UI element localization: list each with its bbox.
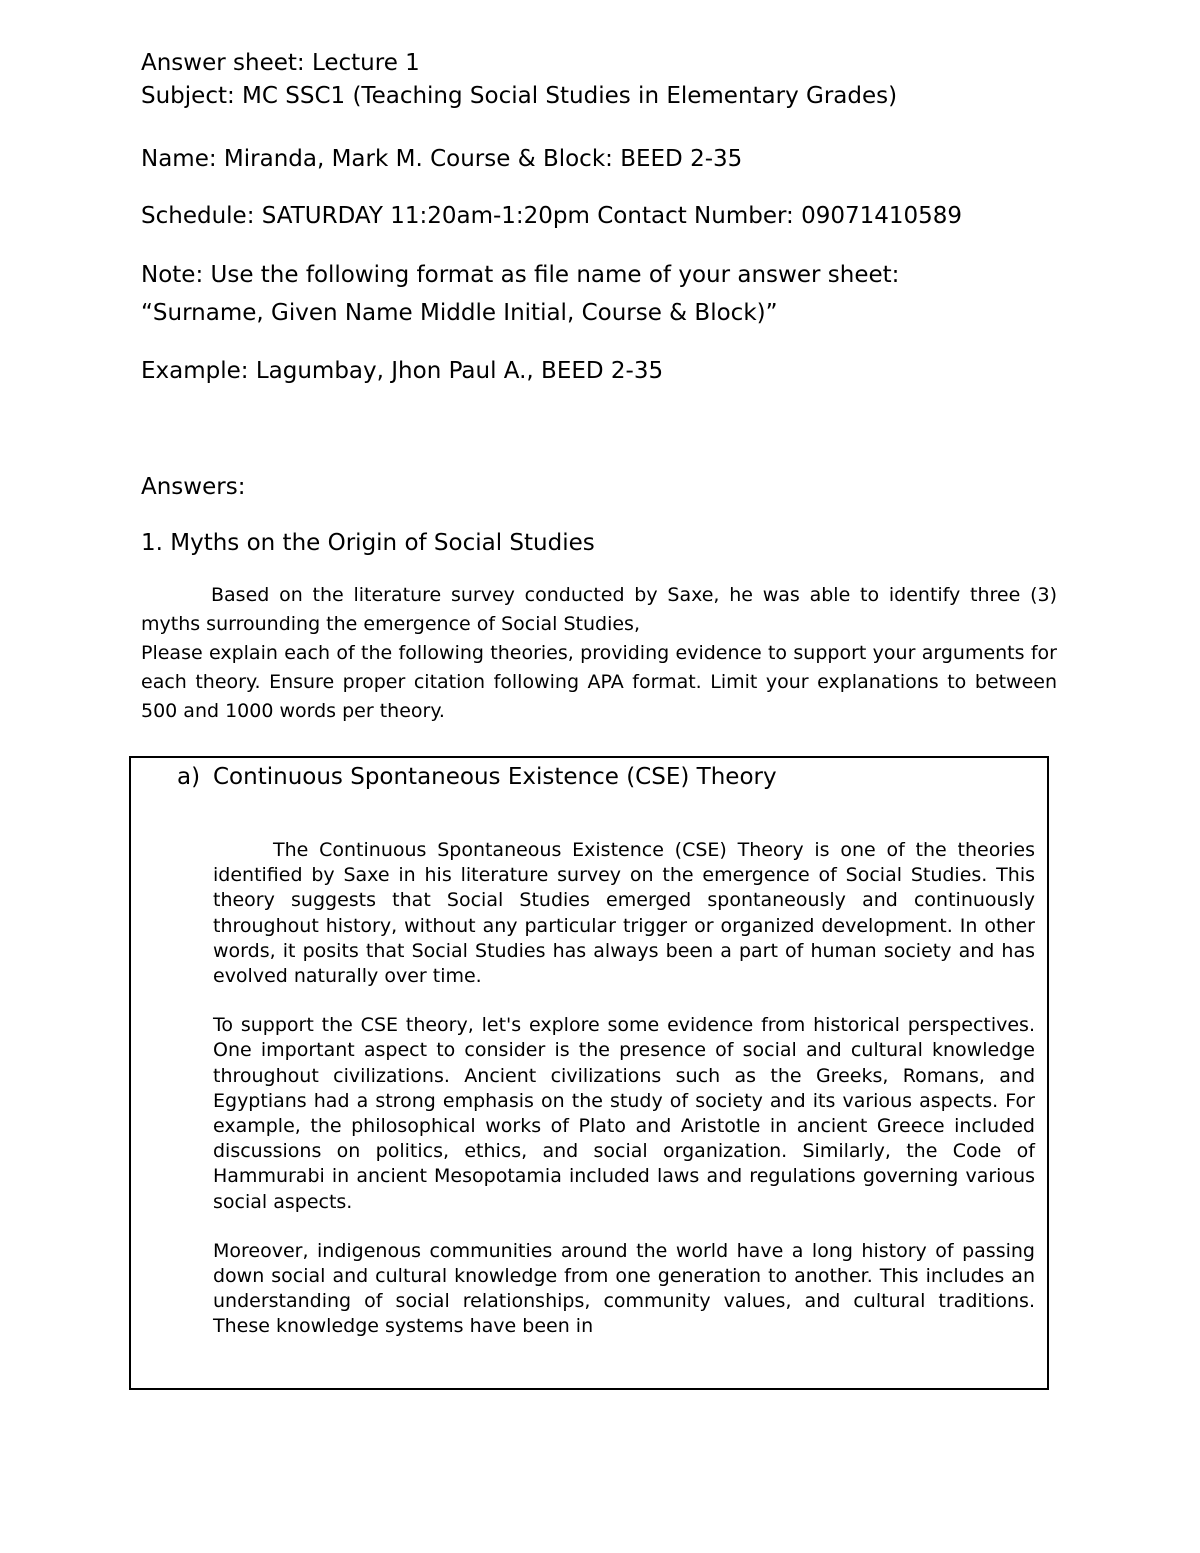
instructions-paragraph-2: Please explain each of the following theories, providing evidence to support your arguments for each theory. Ensure proper citation following APA format. Limit your explanations to between 500 and 1000 words per theory. [141,642,1057,722]
theory-title: Continuous Spontaneous Existence (CSE) Theory [213,764,777,790]
answer-box [129,756,1049,1390]
answer-paragraph-2: To support the CSE theory, let's explore some evidence from historical perspectives. One important aspect to consider is the presence of social and cultural knowledge throughout civilizations. Ancient civilizations such as the Greeks, Romans, and Egyptians had a strong emphasis on the study of society and its various aspects. For example, the philosophical works of Plato and Aristotle in ancient Greece included discussions on politics, ethics, and social organization. Similarly, the Code of Hammurabi in ancient Mesopotamia included laws and regulations governing various social aspects. [213,1014,1035,1213]
answer-sheet-title: Answer sheet: Lecture 1 [141,50,420,76]
answer-text [213,838,1035,1364]
instructions [141,581,1057,726]
schedule-contact-line: Schedule: SATURDAY 11:20am-1:20pm Contact Number: 09071410589 [141,203,963,229]
list-marker: a) [177,764,201,790]
name-course-line: Name: Miranda, Mark M. Course & Block: BEED 2-35 [141,146,743,172]
theory-heading [177,762,777,792]
section-heading: 1. Myths on the Origin of Social Studies [141,530,595,556]
subject-line: Subject: MC SSC1 (Teaching Social Studies in Elementary Grades) [141,83,898,109]
note-line-1: Note: Use the following format as file name of your answer sheet: [141,262,900,288]
note-line-2: “Surname, Given Name Middle Initial, Course & Block)” [141,300,778,326]
answer-paragraph-3: Moreover, indigenous communities around the world have a long history of passing down social and cultural knowledge from one generation to another. This includes an understanding of social relationships, community values, and cultural traditions. These knowledge systems have been in [213,1239,1035,1338]
instructions-paragraph-1: Based on the literature survey conducted by Saxe, he was able to identify three (3) myths surrounding the emergence of Social Studies, [141,584,1057,635]
answer-paragraph-1: The Continuous Spontaneous Existence (CSE) Theory is one of the theories identified by Saxe in his literature survey on the emergence of Social Studies. This theory suggests that Social Studies emerged spontaneously and continuously throughout history, without any particular trigger or organized development. In other words, it posits that Social Studies has always been a part of human society and has evolved naturally over time. [213,839,1035,988]
answers-label: Answers: [141,474,246,500]
example-line: Example: Lagumbay, Jhon Paul A., BEED 2-35 [141,358,664,384]
